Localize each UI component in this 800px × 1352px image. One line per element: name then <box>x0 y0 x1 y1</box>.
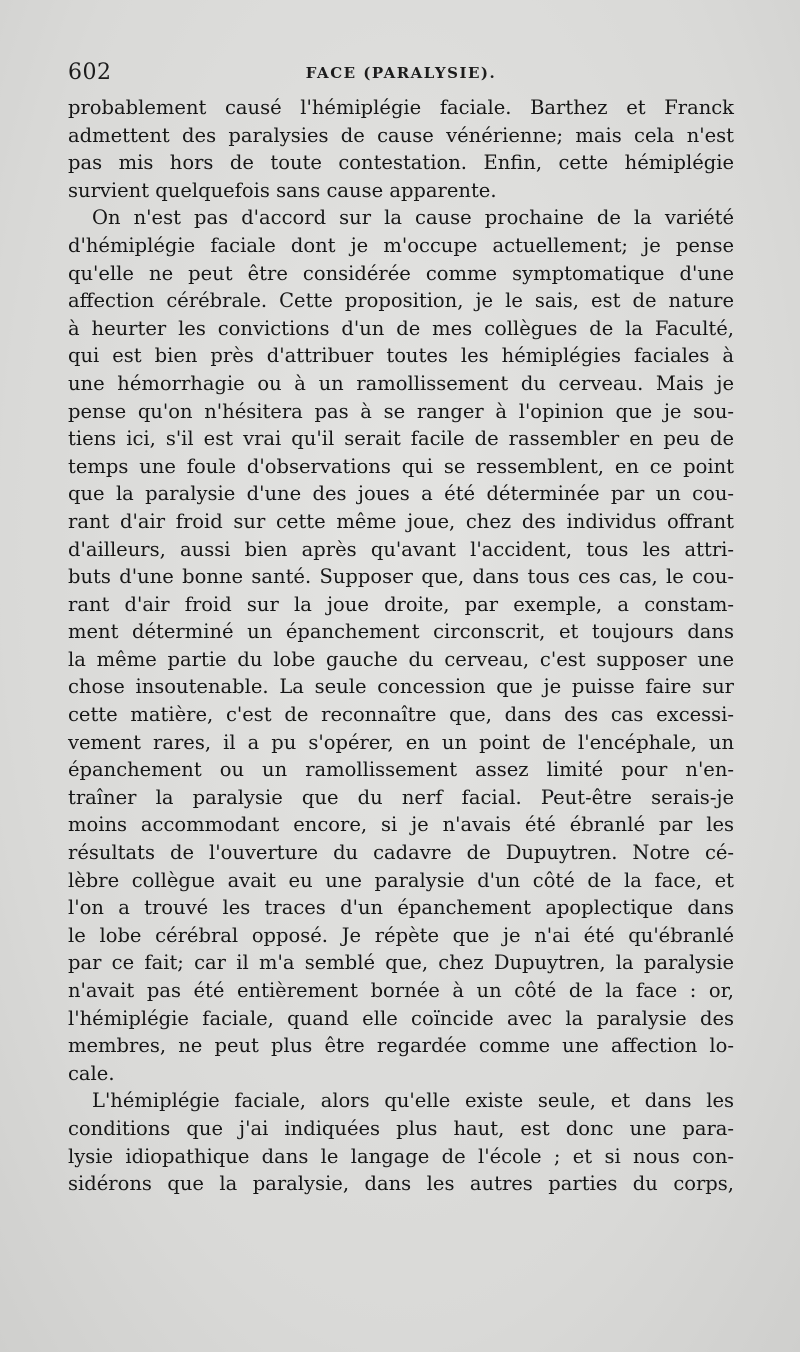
text-line: résultats de l'ouverture du cadavre de Dupuytren. Notre cé- <box>68 841 734 865</box>
text-line: traîner la paralysie que du nerf facial. Peut-être serais-je <box>68 785 734 809</box>
text-line: d'hémiplégie faciale dont je m'occupe actuellement; je pense <box>68 233 734 257</box>
text-line: une hémorrhagie ou à un ramollissement du cerveau. Mais je <box>68 371 734 395</box>
text-line: rant d'air froid sur la joue droite, par exemple, a constam- <box>68 592 734 616</box>
text-line: buts d'une bonne santé. Supposer que, dans tous ces cas, le cou- <box>68 565 734 589</box>
text-line: temps une foule d'observations qui se ressemblent, en ce point <box>68 454 734 478</box>
text-line: L'hémiplégie faciale, alors qu'elle existe seule, et dans les <box>92 1089 734 1113</box>
text-line: moins accommodant encore, si je n'avais été ébranlé par les <box>68 813 734 837</box>
page-header <box>68 60 734 90</box>
text-line: l'hémiplégie faciale, quand elle coïncide avec la paralysie des <box>68 1006 734 1030</box>
page-number: 602 <box>68 60 112 85</box>
text-line: pense qu'on n'hésitera pas à se ranger à l'opinion que je sou- <box>68 399 734 423</box>
text-line: qu'elle ne peut être considérée comme symptomatique d'une <box>68 261 734 285</box>
text-line: qui est bien près d'attribuer toutes les hémiplégies faciales à <box>68 344 734 368</box>
text-line: On n'est pas d'accord sur la cause prochaine de la variété <box>92 206 734 230</box>
text-line: cale. <box>68 1061 115 1085</box>
text-line: probablement causé l'hémiplégie faciale. Barthez et Franck <box>68 96 734 119</box>
text-line: ment déterminé un épanchement circonscrit, et toujours dans <box>68 620 734 644</box>
text-line: par ce fait; car il m'a semblé que, chez Dupuytren, la paralysie <box>68 951 734 975</box>
text-line: épanchement ou un ramollissement assez limité pour n'en- <box>68 758 734 782</box>
text-line: lysie idiopathique dans le langage de l'école ; et si nous con- <box>68 1144 734 1168</box>
text-line: la même partie du lobe gauche du cerveau, c'est supposer une <box>68 647 734 671</box>
text-line: conditions que j'ai indiquées plus haut, est donc une para- <box>68 1116 734 1140</box>
body-text <box>68 94 734 1198</box>
text-line: pas mis hors de toute contestation. Enfin, cette hémiplégie <box>68 151 734 175</box>
text-line: sidérons que la paralysie, dans les autres parties du corps, <box>68 1172 734 1196</box>
text-line: d'ailleurs, aussi bien après qu'avant l'accident, tous les attri- <box>68 537 734 561</box>
running-head: FACE (PARALYSIE). <box>305 64 497 82</box>
text-line: le lobe cérébral opposé. Je répète que je n'ai été qu'ébranlé <box>68 923 734 947</box>
text-line: tiens ici, s'il est vrai qu'il serait facile de rassembler en peu de <box>68 427 734 451</box>
text-line: l'on a trouvé les traces d'un épanchement apoplectique dans <box>68 896 734 920</box>
text-line: admettent des paralysies de cause vénérienne; mais cela n'est <box>68 123 734 147</box>
text-line: à heurter les convictions d'un de mes collègues de la Faculté, <box>68 316 734 340</box>
text-line: survient quelquefois sans cause apparente. <box>68 178 497 202</box>
text-line: cette matière, c'est de reconnaître que, dans des cas excessi- <box>68 703 734 727</box>
text-line: rant d'air froid sur cette même joue, chez des individus offrant <box>68 509 734 533</box>
text-line: n'avait pas été entièrement bornée à un côté de la face : or, <box>68 979 734 1002</box>
text-line: affection cérébrale. Cette proposition, je le sais, est de nature <box>68 289 734 313</box>
text-line: membres, ne peut plus être regardée comme une affection lo- <box>68 1034 734 1058</box>
text-line: vement rares, il a pu s'opérer, en un point de l'encéphale, un <box>68 730 734 754</box>
text-line: chose insoutenable. La seule concession que je puisse faire sur <box>68 675 734 699</box>
text-line: lèbre collègue avait eu une paralysie d'un côté de la face, et <box>68 868 734 892</box>
text-line: que la paralysie d'une des joues a été déterminée par un cou- <box>68 482 734 506</box>
